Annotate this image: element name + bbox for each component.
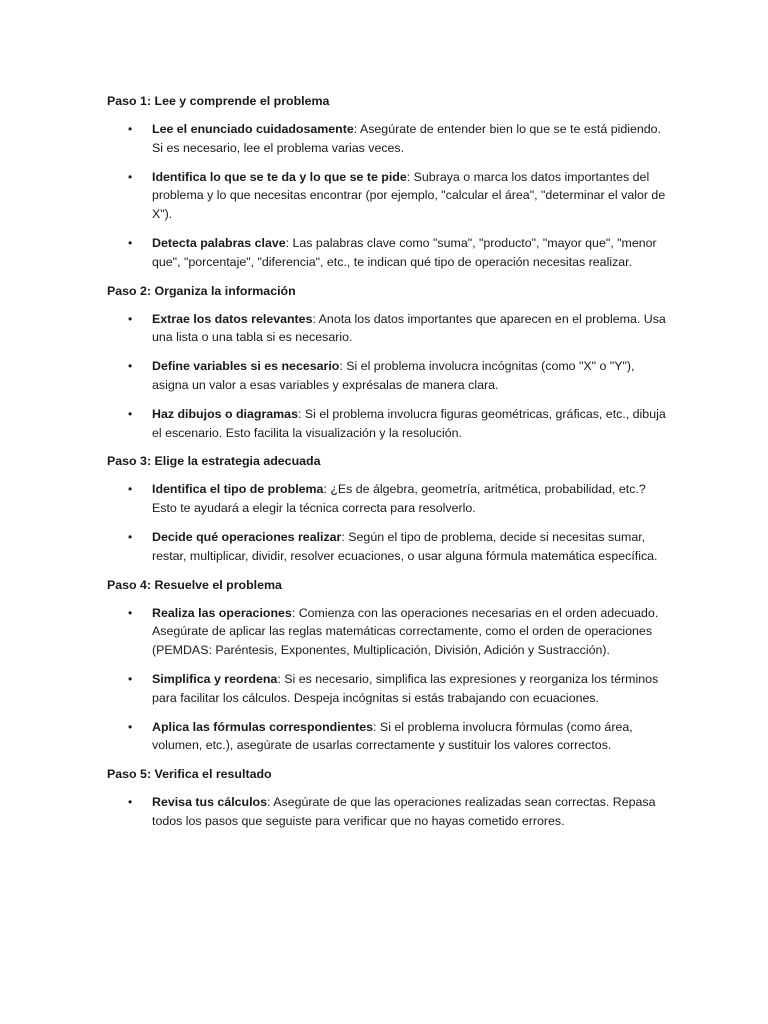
step-1 xyxy=(107,92,667,272)
bullet-icon: • xyxy=(128,359,133,374)
step-title: Paso 5: Verifica el resultado xyxy=(107,767,272,782)
bullet-icon: • xyxy=(128,605,133,620)
step-5 xyxy=(107,765,667,831)
item-heading: Extrae los datos relevantes xyxy=(152,311,313,326)
step-4 xyxy=(107,576,667,756)
item-heading: Identifica lo que se te da y lo que se te pide xyxy=(152,169,407,184)
item-heading: Decide qué operaciones realizar xyxy=(152,529,342,544)
bullet-list xyxy=(107,480,667,565)
bullet-icon: • xyxy=(128,311,133,326)
item-text: : ¿Es de álgebra, geometría, aritmética, probabilidad, etc.? Esto te ayudará a elegir la técnica correcta para resolverlo. xyxy=(152,482,646,516)
item-text: : Según el tipo de problema, decide si necesitas sumar, restar, multiplicar, dividir, resolver ecuaciones, o usar alguna fórmula matemática específica. xyxy=(152,529,658,563)
list-item xyxy=(107,670,667,708)
item-text: : Asegúrate de entender bien lo que se te está pidiendo. Si es necesario, lee el problema varias veces. xyxy=(152,122,661,155)
bullet-icon: • xyxy=(128,122,133,136)
item-text: : Si el problema involucra incógnitas (como "X" o "Y"), asigna un valor a esas variables y exprésalas de manera clara. xyxy=(152,359,635,392)
bullet-list xyxy=(107,120,667,272)
item-heading: Define variables si es necesario xyxy=(152,359,340,374)
list-item xyxy=(107,310,667,348)
bullet-icon: • xyxy=(128,482,133,497)
list-item xyxy=(107,405,667,443)
item-text: : Asegúrate de que las operaciones realizadas sean correctas. Repasa todos los pasos que seguiste para verificar que no hayas cometido errores. xyxy=(152,795,656,828)
list-item xyxy=(107,168,667,224)
item-text: : Subraya o marca los datos importantes del problema y lo que necesitas encontrar (por ejemplo, "calcular el área", "determinar el valor de X"). xyxy=(152,169,666,222)
item-heading: Realiza las operaciones xyxy=(152,605,292,620)
item-text: : Si es necesario, simplifica las expresiones y reorganiza los términos para facilitar los cálculos. Despeja incógnitas si estás trabajando con ecuaciones. xyxy=(152,671,659,705)
document-page xyxy=(107,92,667,841)
list-item xyxy=(107,480,667,518)
item-heading: Identifica el tipo de problema xyxy=(152,482,324,497)
list-item xyxy=(107,718,667,756)
item-heading: Aplica las fórmulas correspondientes xyxy=(152,719,374,734)
list-item xyxy=(107,120,667,158)
item-heading: Lee el enunciado cuidadosamente xyxy=(152,122,354,136)
bullet-icon: • xyxy=(128,169,133,184)
item-text: : Si el problema involucra fórmulas (como área, volumen, etc.), asegúrate de usarlas correctamente y sustituir los valores correctos. xyxy=(152,719,633,753)
bullet-icon: • xyxy=(128,795,133,810)
step-title: Paso 4: Resuelve el problema xyxy=(107,577,282,592)
bullet-list xyxy=(107,604,667,756)
step-2 xyxy=(107,282,667,443)
item-heading: Revisa tus cálculos xyxy=(152,795,268,810)
item-text: : Si el problema involucra figuras geométricas, gráficas, etc., dibuja el escenario. Esto facilita la visualización y la resolución. xyxy=(152,406,666,440)
item-heading: Detecta palabras clave xyxy=(152,235,286,250)
item-text: : Anota los datos importantes que aparecen en el problema. Usa una lista o una tabla si es necesario. xyxy=(152,311,666,345)
bullet-icon: • xyxy=(128,235,133,250)
bullet-list xyxy=(107,310,667,443)
bullet-list xyxy=(107,793,667,831)
bullet-icon: • xyxy=(128,406,133,421)
list-item xyxy=(107,604,667,660)
list-item xyxy=(107,234,667,272)
list-item xyxy=(107,793,667,831)
step-title: Paso 2: Organiza la información xyxy=(107,283,296,298)
bullet-icon: • xyxy=(128,529,133,544)
list-item xyxy=(107,528,667,566)
bullet-icon: • xyxy=(128,719,133,734)
bullet-icon: • xyxy=(128,671,133,686)
list-item xyxy=(107,357,667,395)
item-text: : Las palabras clave como "suma", "producto", "mayor que", "menor que", "porcentaje", "diferencia", etc., te indican qué tipo de operación necesitas realizar. xyxy=(152,235,657,269)
item-heading: Simplifica y reordena xyxy=(152,671,278,686)
step-title: Paso 3: Elige la estrategia adecuada xyxy=(107,454,321,469)
step-title: Paso 1: Lee y comprende el problema xyxy=(107,94,330,108)
step-3 xyxy=(107,452,667,565)
item-text: : Comienza con las operaciones necesarias en el orden adecuado. Asegúrate de aplicar las reglas matemáticas correctamente, como el orden de operaciones (PEMDAS: Paréntesis, Exponentes, Multiplicación, División, Adición y Sustracción). xyxy=(152,605,659,658)
item-heading: Haz dibujos o diagramas xyxy=(152,406,298,421)
